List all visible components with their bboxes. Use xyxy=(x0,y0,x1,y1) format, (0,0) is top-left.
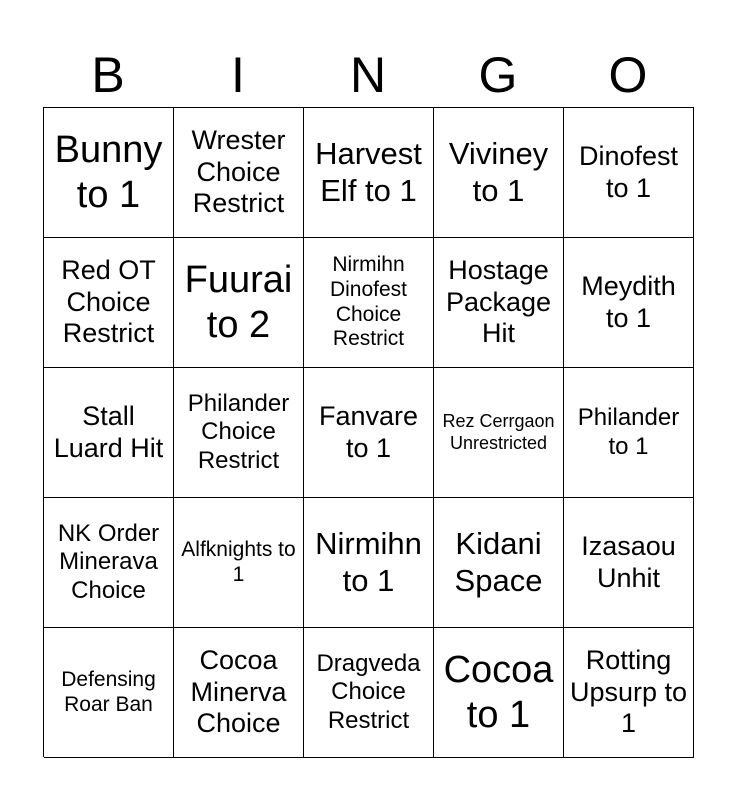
bingo-cell[interactable] xyxy=(304,108,434,238)
cell-text: Cocoa to 1 xyxy=(443,649,554,736)
cell-text: Hostage Package Hit xyxy=(445,255,552,349)
cell-text: Alfknights to 1 xyxy=(181,537,296,586)
bingo-cell[interactable] xyxy=(304,368,434,498)
bingo-cell[interactable] xyxy=(44,238,174,368)
cell-text: Philander to 1 xyxy=(577,404,680,460)
bingo-cell[interactable] xyxy=(434,498,564,628)
cell-text: Rotting Upsurp to 1 xyxy=(569,645,688,739)
bingo-cell[interactable] xyxy=(434,238,564,368)
cell-text: Meydith to 1 xyxy=(581,270,676,333)
cell-text: Dragveda Choice Restrict xyxy=(316,650,421,734)
cell-text: Nirmihn to 1 xyxy=(315,526,422,598)
bingo-cell[interactable] xyxy=(564,628,694,758)
bingo-cell[interactable] xyxy=(44,108,174,238)
cell-text: Harvest Elf to 1 xyxy=(315,136,422,208)
cell-text: NK Order Minerava Choice xyxy=(57,520,160,604)
cell-text: Wrester Choice Restrict xyxy=(191,125,286,219)
bingo-card-grid xyxy=(43,107,694,757)
cell-text: Dinofest to 1 xyxy=(578,140,679,203)
bingo-cell[interactable] xyxy=(174,108,304,238)
header-letter-b: B xyxy=(91,47,125,103)
bingo-cell[interactable] xyxy=(564,368,694,498)
cell-text: Cocoa Minerva Choice xyxy=(190,645,287,739)
bingo-cell[interactable] xyxy=(564,498,694,628)
cell-text: Fanvare to 1 xyxy=(318,400,419,463)
header-letter-g: G xyxy=(478,47,518,103)
header-letter-n: N xyxy=(349,47,387,103)
cell-text: Philander Choice Restrict xyxy=(187,390,290,474)
cell-text: Nirmihn Dinofest Choice Restrict xyxy=(329,253,408,351)
bingo-cell[interactable] xyxy=(44,368,174,498)
bingo-cell[interactable] xyxy=(174,498,304,628)
bingo-cell[interactable] xyxy=(564,108,694,238)
cell-text: Red OT Choice Restrict xyxy=(61,255,156,349)
bingo-cell[interactable] xyxy=(304,498,434,628)
bingo-cell[interactable] xyxy=(564,238,694,368)
bingo-cell[interactable] xyxy=(174,238,304,368)
cell-text: Viviney to 1 xyxy=(448,136,549,208)
cell-text: Fuurai to 2 xyxy=(184,259,293,346)
bingo-cell[interactable] xyxy=(174,368,304,498)
bingo-cell[interactable] xyxy=(174,628,304,758)
bingo-cell[interactable] xyxy=(304,628,434,758)
bingo-cell[interactable] xyxy=(304,238,434,368)
bingo-cell[interactable] xyxy=(44,498,174,628)
bingo-cell[interactable] xyxy=(434,108,564,238)
cell-text: Rez Cerrgaon Unrestricted xyxy=(442,411,555,453)
cell-text: Defensing Roar Ban xyxy=(61,667,156,716)
bingo-cell[interactable] xyxy=(434,628,564,758)
cell-text: Bunny to 1 xyxy=(54,129,163,216)
bingo-cell[interactable] xyxy=(434,368,564,498)
bingo-cell[interactable] xyxy=(44,628,174,758)
cell-text: Kidani Space xyxy=(454,526,543,598)
cell-text: Izasaou Unhit xyxy=(581,530,676,593)
cell-text: Stall Luard Hit xyxy=(53,400,164,463)
header-letter-i: I xyxy=(231,47,245,103)
bingo-header xyxy=(43,42,693,108)
header-letter-o: O xyxy=(608,47,648,103)
